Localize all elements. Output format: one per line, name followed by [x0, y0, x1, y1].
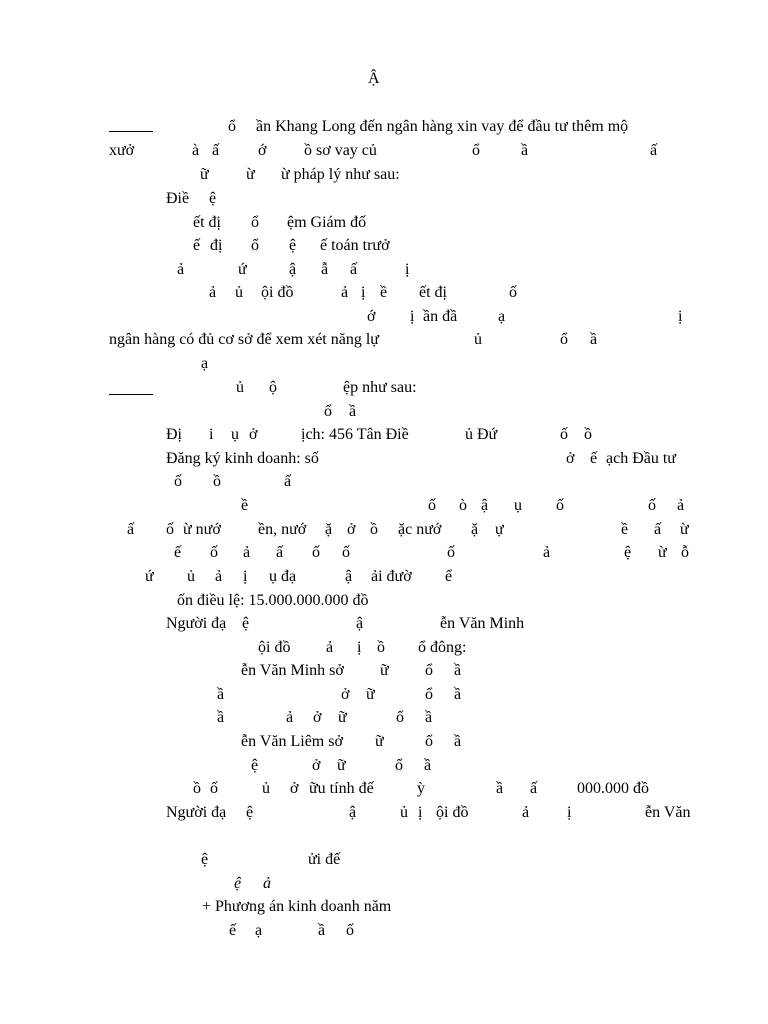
- text-fragment: ữ: [380, 662, 389, 679]
- text-fragment: ả: [215, 568, 223, 585]
- text-fragment: ần đầ: [423, 308, 458, 325]
- text-fragment: ố: [447, 544, 455, 561]
- text-fragment: ả: [543, 544, 551, 561]
- text-fragment: ậ: [356, 615, 364, 632]
- text-fragment: ị: [243, 568, 248, 585]
- text-fragment: ấ: [350, 261, 358, 278]
- text-fragment: ầ: [454, 686, 462, 703]
- text-fragment: ền, nướ: [258, 521, 307, 538]
- text-fragment: ệ: [234, 875, 242, 892]
- text-fragment: à: [192, 142, 200, 159]
- text-fragment: ủ: [236, 379, 244, 396]
- text-fragment: ừ nướ: [183, 521, 221, 538]
- text-fragment: ửi đế: [308, 851, 341, 868]
- text-fragment: ả: [677, 497, 685, 514]
- text-fragment: ồ: [584, 426, 592, 443]
- text-fragment: ạ: [498, 308, 506, 325]
- text-fragment: ỳ: [417, 780, 425, 797]
- text-fragment: ố: [342, 544, 350, 561]
- text-fragment: ả: [243, 544, 251, 561]
- text-fragment: ầ: [590, 331, 598, 348]
- text-fragment: ở: [341, 686, 350, 703]
- text-fragment: ấ: [276, 544, 284, 561]
- text-fragment: ậ: [481, 497, 489, 514]
- text-fragment: ủ Đứ: [465, 426, 498, 443]
- text-fragment: ệp như sau:: [343, 379, 417, 396]
- text-fragment: + Phương án kinh doanh năm: [202, 898, 392, 915]
- text-fragment: ồ: [377, 639, 385, 656]
- text-fragment: Người đạ: [166, 615, 227, 632]
- text-fragment: ả: [286, 709, 294, 726]
- text-fragment: xưở: [109, 142, 135, 159]
- text-fragment: ả: [341, 284, 349, 301]
- text-fragment: ặ: [325, 521, 333, 538]
- text-fragment: ế: [174, 544, 182, 561]
- text-fragment: ệm Giám đố: [287, 214, 367, 231]
- text-fragment: ở: [566, 450, 575, 467]
- text-fragment: ữ: [375, 733, 384, 750]
- text-fragment: ị: [418, 804, 423, 821]
- text-fragment: ả: [209, 284, 217, 301]
- text-fragment: ậ: [349, 804, 357, 821]
- page-title: Ậ: [368, 70, 380, 87]
- text-fragment: ổ: [396, 709, 404, 726]
- text-fragment: ổ: [228, 118, 236, 135]
- text-fragment: ở: [249, 426, 258, 443]
- text-fragment: ớ: [367, 308, 376, 325]
- text-fragment: ữ: [337, 757, 346, 774]
- text-fragment: ần Khang Long đến ngân hàng xin vay để đầu tư thêm mộ: [256, 118, 629, 135]
- text-fragment: 000.000 đồ: [577, 780, 649, 797]
- text-fragment: ệ: [289, 237, 297, 254]
- text-fragment: ò: [459, 497, 467, 514]
- text-fragment: ầ: [349, 403, 357, 420]
- text-fragment: ố: [312, 544, 320, 561]
- text-fragment: ế: [229, 922, 237, 939]
- text-fragment: ố: [556, 497, 564, 514]
- text-fragment: ề: [380, 284, 388, 301]
- text-fragment: ố: [509, 284, 517, 301]
- text-fragment: ổ: [324, 403, 332, 420]
- text-fragment: ấ: [284, 473, 292, 490]
- text-fragment: ầ: [424, 757, 432, 774]
- text-fragment: ứ: [145, 568, 154, 585]
- text-fragment: ấ: [650, 142, 658, 159]
- text-fragment: ở: [347, 521, 356, 538]
- text-fragment: Điề: [166, 190, 190, 207]
- text-fragment: Đăng ký kinh doanh: số: [166, 450, 319, 467]
- text-fragment: ải đườ: [371, 568, 412, 585]
- text-fragment: ị: [410, 308, 415, 325]
- text-fragment: ả: [522, 804, 530, 821]
- text-fragment: ổ: [251, 237, 259, 254]
- text-fragment: i: [209, 426, 214, 443]
- text-fragment: ịch: 456 Tân Điề: [301, 426, 409, 443]
- text-fragment: ố: [166, 521, 174, 538]
- text-fragment: ậ: [345, 568, 353, 585]
- text-fragment: ệ: [242, 615, 250, 632]
- text-fragment: ết đị: [419, 284, 447, 301]
- text-fragment: ấ: [127, 521, 135, 538]
- text-fragment: ữ: [200, 166, 209, 183]
- text-fragment: ễn Văn Minh: [440, 615, 525, 632]
- text-fragment: ả: [177, 261, 185, 278]
- text-fragment: ố: [210, 780, 218, 797]
- text-fragment: ạ: [255, 922, 263, 939]
- text-fragment: ề: [621, 521, 629, 538]
- text-fragment: ầ: [217, 709, 225, 726]
- text-fragment: ố: [648, 497, 656, 514]
- text-fragment: ế: [193, 237, 201, 254]
- text-fragment: ụ: [514, 497, 522, 514]
- text-fragment: ủ: [235, 284, 243, 301]
- text-fragment: ạ: [201, 355, 209, 372]
- text-fragment: ết đị: [193, 214, 221, 231]
- blank-underline: [109, 394, 153, 395]
- text-fragment: ế: [590, 450, 598, 467]
- text-fragment: ừ pháp lý như sau:: [281, 166, 400, 183]
- text-fragment: ở: [313, 709, 322, 726]
- text-fragment: ặc nướ: [398, 521, 442, 538]
- text-fragment: ấ: [212, 142, 220, 159]
- text-fragment: ổ: [425, 662, 433, 679]
- text-fragment: ị: [567, 804, 572, 821]
- text-fragment: ổ: [472, 142, 480, 159]
- text-fragment: ẫ: [321, 261, 329, 278]
- text-fragment: ấ: [654, 521, 662, 538]
- text-fragment: ể: [445, 568, 453, 585]
- text-fragment: ệ: [624, 544, 632, 561]
- text-fragment: ố: [428, 497, 436, 514]
- text-fragment: ầ: [217, 686, 225, 703]
- text-fragment: ữ: [338, 709, 347, 726]
- text-fragment: ị: [678, 308, 683, 325]
- text-fragment: ự: [495, 521, 504, 538]
- text-fragment: ừ: [658, 544, 667, 561]
- blank-underline: [109, 131, 153, 132]
- text-fragment: ệ: [251, 757, 259, 774]
- text-fragment: ố: [346, 922, 354, 939]
- text-fragment: ội đồ: [261, 284, 294, 301]
- text-fragment: ề: [241, 497, 249, 514]
- text-fragment: ồ sơ vay củ: [304, 142, 377, 159]
- text-fragment: ả: [263, 875, 271, 892]
- text-fragment: ễn Văn Minh sở: [241, 662, 344, 679]
- text-fragment: ị: [405, 261, 410, 278]
- text-fragment: ạch Đầu tư: [606, 450, 676, 467]
- text-fragment: ả: [326, 639, 334, 656]
- text-fragment: ổ: [560, 331, 568, 348]
- text-fragment: ừ: [680, 521, 689, 538]
- text-fragment: ễn Văn Liêm sở: [241, 733, 343, 750]
- text-fragment: ộ: [269, 379, 277, 396]
- text-fragment: ụ đạ: [269, 568, 297, 585]
- text-fragment: ừ: [246, 166, 255, 183]
- text-fragment: ổ: [425, 686, 433, 703]
- text-fragment: ố: [174, 473, 182, 490]
- text-fragment: ầ: [521, 142, 529, 159]
- text-fragment: ữu tính đế: [309, 780, 374, 797]
- text-fragment: ị: [361, 284, 366, 301]
- text-fragment: ớ: [258, 142, 267, 159]
- text-fragment: ệ: [209, 190, 217, 207]
- text-fragment: ồ: [213, 473, 221, 490]
- text-fragment: ủ: [187, 568, 195, 585]
- text-fragment: ổ: [251, 214, 259, 231]
- text-fragment: ổ đông:: [418, 639, 467, 656]
- text-fragment: ữ: [366, 686, 375, 703]
- text-fragment: ầ: [454, 733, 462, 750]
- text-fragment: đị: [210, 237, 223, 254]
- text-fragment: ầ: [425, 709, 433, 726]
- text-fragment: ủ: [262, 780, 270, 797]
- text-fragment: ội đồ: [258, 639, 291, 656]
- text-fragment: ồ: [370, 521, 378, 538]
- text-fragment: ốn điều lệ: 15.000.000.000 đồ: [177, 592, 369, 609]
- text-fragment: ố: [210, 544, 218, 561]
- text-fragment: ỗ: [681, 544, 689, 561]
- text-fragment: ở: [312, 757, 321, 774]
- text-fragment: ế toán trưở: [320, 237, 390, 254]
- text-fragment: ồ: [193, 780, 201, 797]
- text-fragment: ổ: [425, 733, 433, 750]
- text-fragment: ổ: [395, 757, 403, 774]
- text-fragment: ụ: [231, 426, 239, 443]
- text-fragment: ầ: [318, 922, 326, 939]
- text-fragment: ị: [357, 639, 362, 656]
- text-fragment: ấ: [530, 780, 538, 797]
- text-fragment: ệ: [201, 851, 209, 868]
- text-fragment: Người đạ: [166, 804, 227, 821]
- text-fragment: ặ: [471, 521, 479, 538]
- text-fragment: ậ: [289, 261, 297, 278]
- text-fragment: ở: [290, 780, 299, 797]
- text-fragment: ố: [560, 426, 568, 443]
- text-fragment: ội đồ: [436, 804, 469, 821]
- text-fragment: ầ: [496, 780, 504, 797]
- text-fragment: ngân hàng có đủ cơ sở để xem xét năng lự: [109, 331, 379, 348]
- text-fragment: ầ: [454, 662, 462, 679]
- text-fragment: ủ: [474, 331, 482, 348]
- text-fragment: ệ: [246, 804, 254, 821]
- text-fragment: ứ: [238, 261, 247, 278]
- text-fragment: ễn Văn: [645, 804, 691, 821]
- text-fragment: ủ: [400, 804, 408, 821]
- text-fragment: Đị: [166, 426, 182, 443]
